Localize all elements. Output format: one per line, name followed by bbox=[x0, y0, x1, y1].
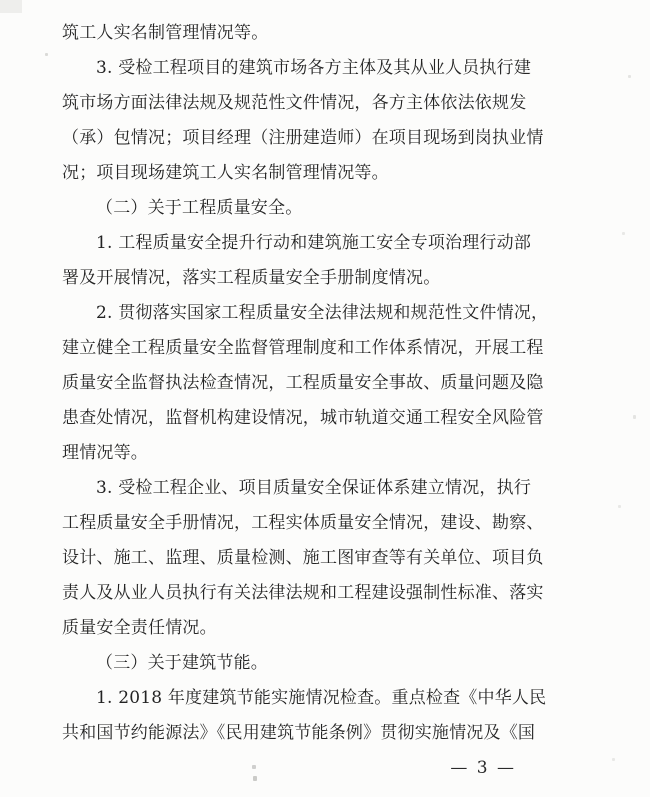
scan-noise-speck bbox=[618, 505, 621, 508]
text-line: 质量安全监督执法检查情况，工程质量安全事故、质量问题及隐 bbox=[62, 373, 544, 393]
text-line: 质量安全责任情况。 bbox=[62, 618, 217, 638]
text-line: 1. 2018 年度建筑节能实施情况检查。重点检查《中华人民 bbox=[96, 688, 547, 708]
scan-noise-speck bbox=[612, 758, 615, 761]
scan-noise-speck bbox=[253, 776, 257, 781]
text-line: 共和国节约能源法》《民用建筑节能条例》贯彻实施情况及《国 bbox=[62, 723, 536, 743]
text-line: 1. 工程质量安全提升行动和建筑施工安全专项治理行动部 bbox=[96, 233, 532, 253]
scan-noise-speck bbox=[252, 765, 256, 769]
text-line: 工程质量安全手册情况，工程实体质量安全情况，建设、勘察、 bbox=[62, 513, 544, 533]
scan-noise-speck bbox=[622, 232, 625, 235]
text-line: 3. 受检工程企业、项目质量安全保证体系建立情况，执行 bbox=[96, 478, 532, 498]
text-line: 建立健全工程质量安全监督管理制度和工作体系情况，开展工程 bbox=[62, 338, 544, 358]
text-line: 筑市场方面法律法规及规范性文件情况，各方主体依法依规发 bbox=[62, 93, 527, 113]
text-line: 况；项目现场建筑工人实名制管理情况等。 bbox=[62, 163, 389, 183]
text-line: 署及开展情况，落实工程质量安全手册制度情况。 bbox=[62, 268, 441, 288]
text-line: （承）包情况；项目经理（注册建造师）在项目现场到岗执业情 bbox=[62, 128, 544, 148]
document-body bbox=[62, 16, 549, 751]
page-number: — 3 — bbox=[450, 758, 516, 778]
text-line: 3. 受检工程项目的建筑市场各方主体及其从业人员执行建 bbox=[96, 58, 532, 78]
scan-noise-speck bbox=[633, 415, 636, 419]
text-line: 设计、施工、监理、质量检测、施工图审查等有关单位、项目负 bbox=[62, 548, 544, 568]
scan-noise-speck bbox=[45, 53, 48, 56]
text-line: 2. 贯彻落实国家工程质量安全法律法规和规范性文件情况， bbox=[96, 303, 549, 323]
text-line: （三）关于建筑节能。 bbox=[96, 653, 268, 673]
scan-corner-artifact bbox=[0, 0, 22, 13]
text-line: 筑工人实名制管理情况等。 bbox=[62, 23, 269, 43]
scan-noise-speck bbox=[628, 75, 631, 78]
text-line: 理情况等。 bbox=[62, 443, 148, 463]
text-line: （二）关于工程质量安全。 bbox=[96, 198, 303, 218]
text-line: 责人及从业人员执行有关法律法规和工程建设强制性标准、落实 bbox=[62, 583, 544, 603]
text-line: 患查处情况，监督机构建设情况，城市轨道交通工程安全风险管 bbox=[62, 408, 544, 428]
